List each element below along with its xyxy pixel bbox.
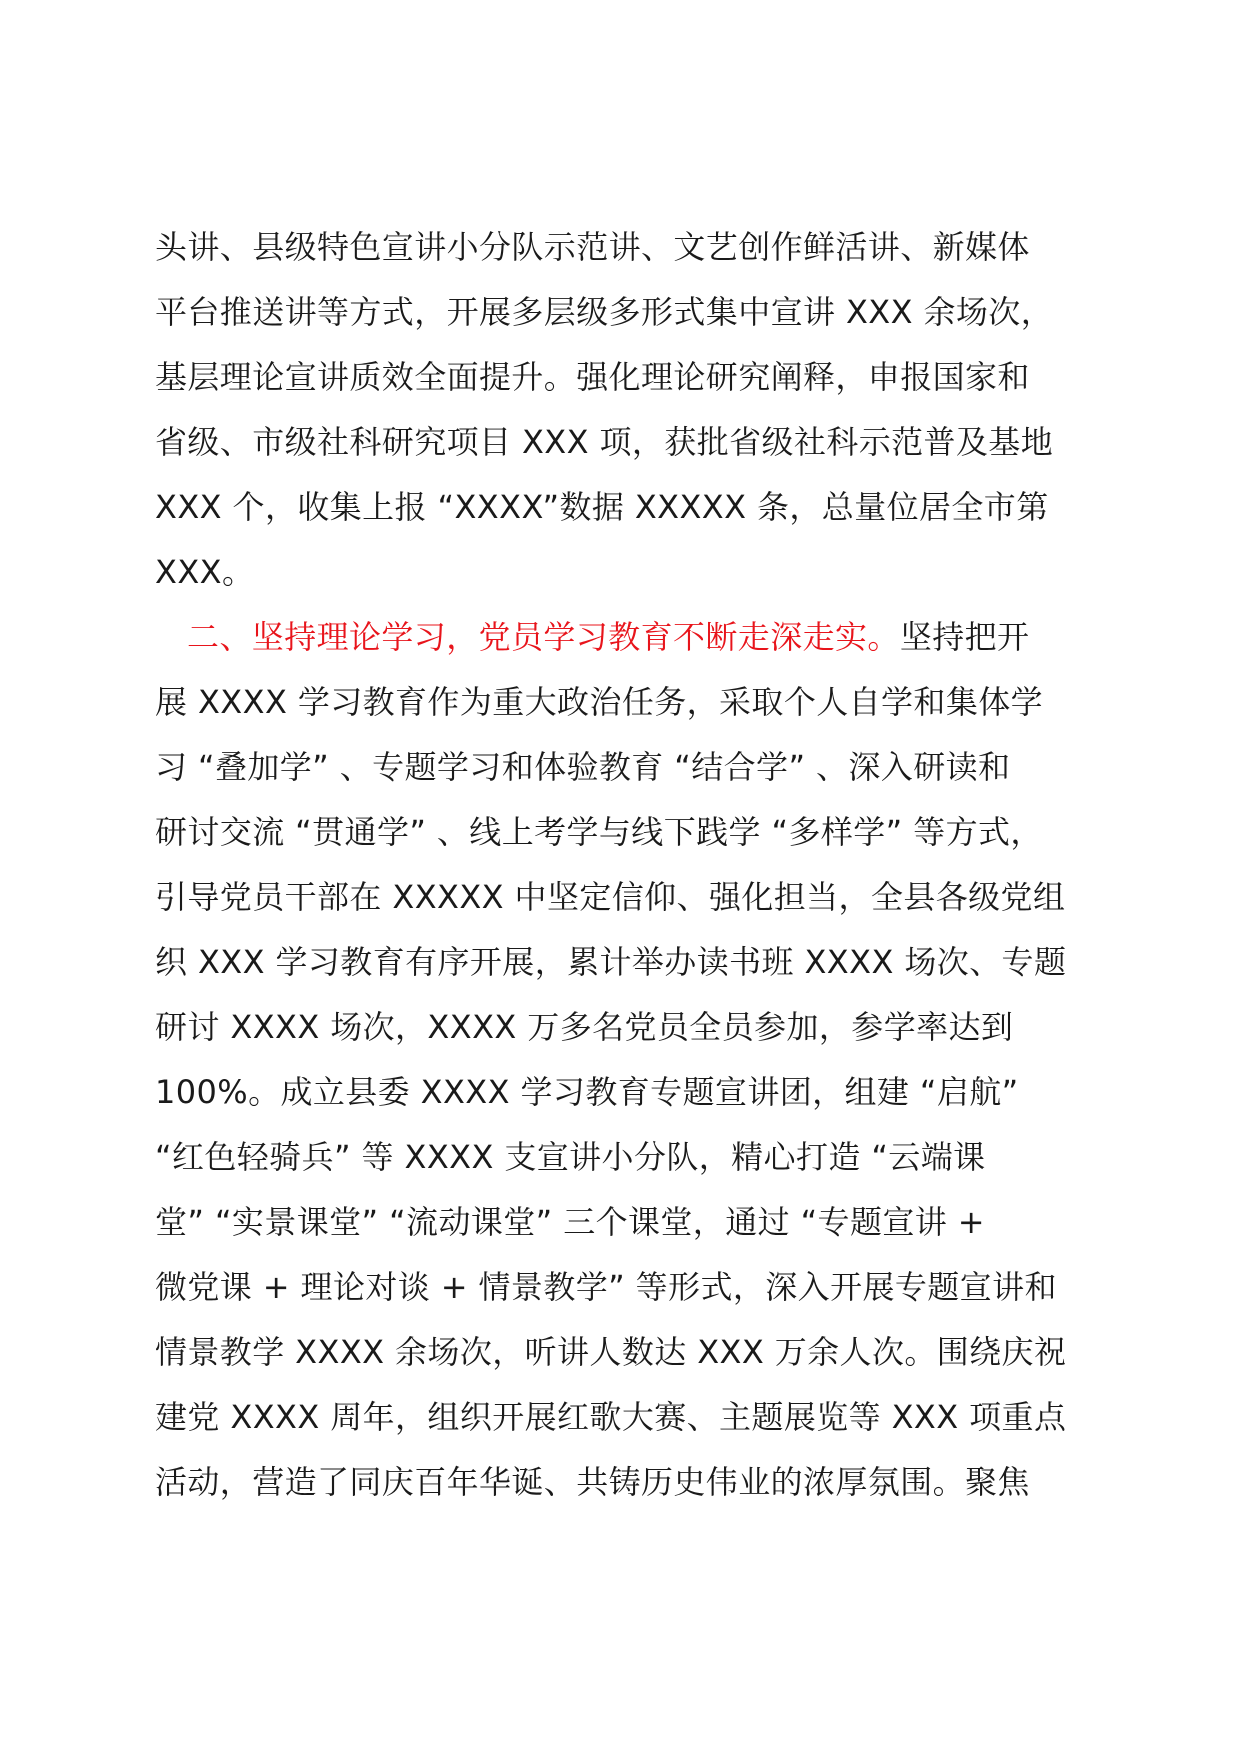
text-line: 活动，营造了同庆百年华诞、共铸历史伟业的浓厚氛围。聚焦	[155, 1463, 1030, 1501]
paragraph-2-first-line	[155, 605, 1090, 670]
text-line: 研讨交流 “贯通学” 、线上考学与线下践学 “多样学” 等方式，	[155, 813, 1043, 851]
text-line: 堂” “实景课堂” “流动课堂” 三个课堂，通过 “专题宣讲 +	[155, 1203, 985, 1241]
text-line: 织 XXX 学习教育有序开展，累计举办读书班 XXXX 场次、专题	[155, 943, 1067, 981]
text-line: 头讲、县级特色宣讲小分队示范讲、文艺创作鲜活讲、新媒体	[155, 228, 1030, 266]
text-line: 建党 XXXX 周年，组织开展红歌大赛、主题展览等 XXX 项重点	[155, 1398, 1067, 1436]
text-line: 研讨 XXXX 场次，XXXX 万多名党员全员参加，参学率达到	[155, 1008, 1014, 1046]
text-line: XXX。	[155, 553, 255, 591]
text-line: 100%。成立县委 XXXX 学习教育专题宣讲团，组建 “启航”	[155, 1073, 1019, 1111]
text-line: 微党课 + 理论对谈 + 情景教学” 等形式，深入开展专题宣讲和	[155, 1268, 1057, 1306]
section-heading: 二、坚持理论学习，党员学习教育不断走深走实。	[187, 618, 900, 656]
text-line: 引导党员干部在 XXXXX 中坚定信仰、强化担当，全县各级党组	[155, 878, 1066, 916]
paragraph-2	[155, 605, 1090, 1515]
text-line: 省级、市级社科研究项目 XXX 项，获批省级社科示范普及基地	[155, 423, 1054, 461]
text-line: “红色轻骑兵” 等 XXXX 支宣讲小分队，精心打造 “云端课	[155, 1138, 986, 1176]
paragraph-1	[155, 215, 1090, 605]
document-body	[155, 215, 1090, 1515]
text-line: 基层理论宣讲质效全面提升。强化理论研究阐释，申报国家和	[155, 358, 1030, 396]
text-line: 平台推送讲等方式，开展多层级多形式集中宣讲 XXX 余场次，	[155, 293, 1054, 331]
text-line: 展 XXXX 学习教育作为重大政治任务，采取个人自学和集体学	[155, 683, 1044, 721]
text-line: 习 “叠加学” 、专题学习和体验教育 “结合学” 、深入研读和	[155, 748, 1011, 786]
text-line: 情景教学 XXXX 余场次，听讲人数达 XXX 万余人次。围绕庆祝	[155, 1333, 1067, 1371]
text-line: XXX 个，收集上报 “XXXX”数据 XXXXX 条，总量位居全市第	[155, 488, 1049, 526]
heading-continuation: 坚持把开	[899, 618, 1030, 656]
